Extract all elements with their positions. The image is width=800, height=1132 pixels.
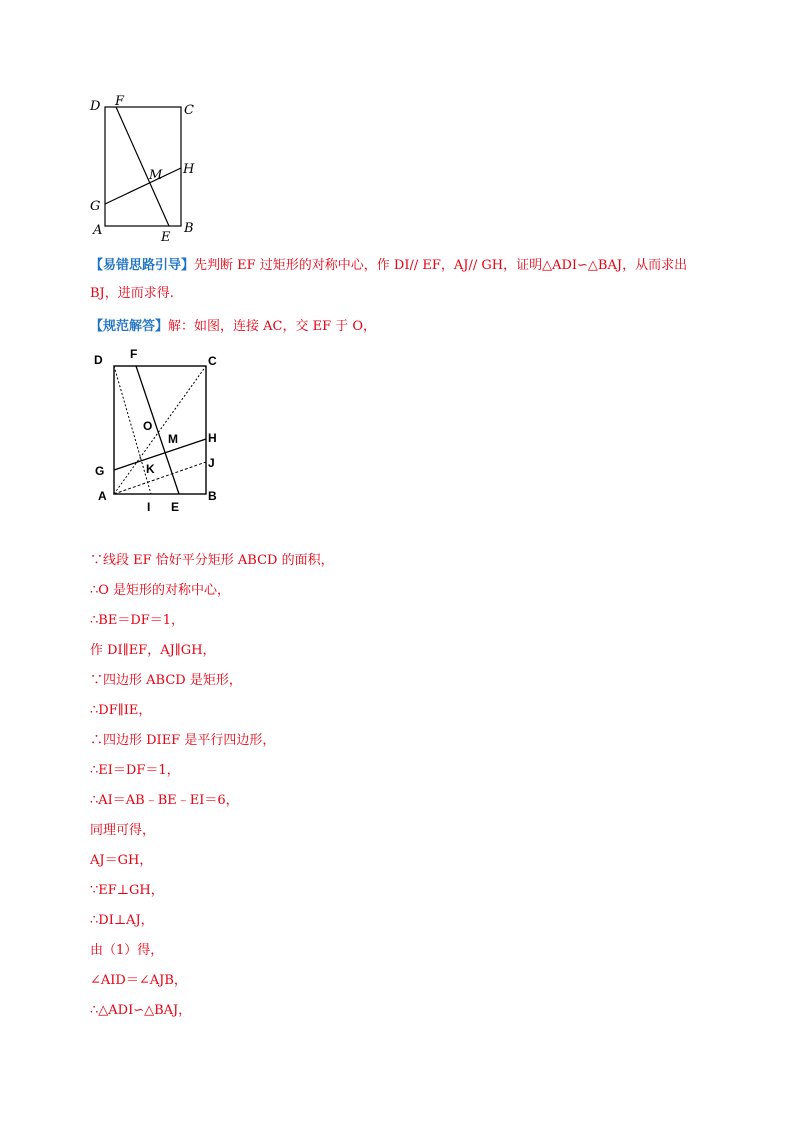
solution-tag: 【规范解答】 (90, 319, 169, 334)
label-b-2: B (208, 489, 217, 503)
hint-text-line1: 先判断 EF 过矩形的对称中心，作 DI// EF，AJ// GH，证明△ADI∽△BAJ，从而求出 (194, 258, 688, 273)
label-d: D (90, 99, 101, 114)
step-line: ∴O 是矩形的对称中心， (90, 583, 231, 598)
label-h-2: H (208, 431, 217, 445)
step-line: 由（1）得， (90, 943, 164, 958)
label-i-2: I (147, 500, 151, 514)
label-g-2: G (95, 464, 105, 478)
step-line: ∴DI⊥AJ， (90, 913, 154, 928)
step-line: 作 DI∥EF，AJ∥GH， (90, 643, 216, 658)
step-line: ∴△ADI∽△BAJ， (90, 1003, 192, 1018)
label-b: B (184, 221, 194, 236)
label-o-2: O (143, 419, 153, 433)
segment-ef (116, 107, 169, 226)
step-line: ∴AI＝AB﹣BE﹣EI＝6， (90, 793, 239, 808)
step-line: ∴DF∥IE， (90, 703, 152, 718)
figure-2-rectangle-solution (88, 345, 228, 515)
solution-intro-text: 解：如图，连接 AC，交 EF 于 O， (168, 319, 377, 334)
label-c: C (184, 103, 194, 118)
label-h: H (183, 162, 195, 177)
label-d-2: D (94, 353, 103, 367)
diagonal-ac (114, 366, 206, 494)
step-line: ∴BE＝DF＝1， (90, 613, 185, 628)
label-a: A (93, 223, 103, 238)
hint-tag: 【易错思路引导】 (90, 258, 195, 273)
step-line: ∵EF⊥GH， (90, 883, 164, 898)
label-m-2: M (168, 432, 178, 446)
label-g: G (90, 199, 101, 214)
hint-text-line2: BJ，进而求得. (90, 286, 174, 301)
step-line: AJ＝GH， (90, 853, 153, 868)
step-line: 同理可得， (90, 823, 156, 838)
step-line: ∵四边形 ABCD 是矩形， (90, 673, 242, 688)
step-line: ∠AID＝∠AJB， (90, 973, 187, 988)
step-line: ∵线段 EF 恰好平分矩形 ABCD 的面积， (90, 553, 334, 568)
label-e: E (161, 230, 171, 245)
step-line: ∴EI＝DF＝1， (90, 763, 180, 778)
label-f: F (115, 94, 125, 109)
hint-paragraph (90, 252, 770, 308)
segment-aj (114, 462, 206, 494)
label-a-2: A (98, 489, 107, 503)
label-m: M (149, 168, 163, 183)
label-j-2: J (208, 456, 215, 470)
label-c-2: C (208, 354, 217, 368)
label-e-2: E (171, 500, 180, 514)
step-line: ∴四边形 DIEF 是平行四边形， (90, 733, 276, 748)
segment-gh (105, 168, 181, 204)
segment-gh-2 (114, 439, 206, 470)
label-k-2: K (146, 462, 155, 476)
figure-1-rectangle (86, 92, 206, 252)
solution-intro (90, 313, 770, 341)
label-f-2: F (130, 347, 138, 361)
